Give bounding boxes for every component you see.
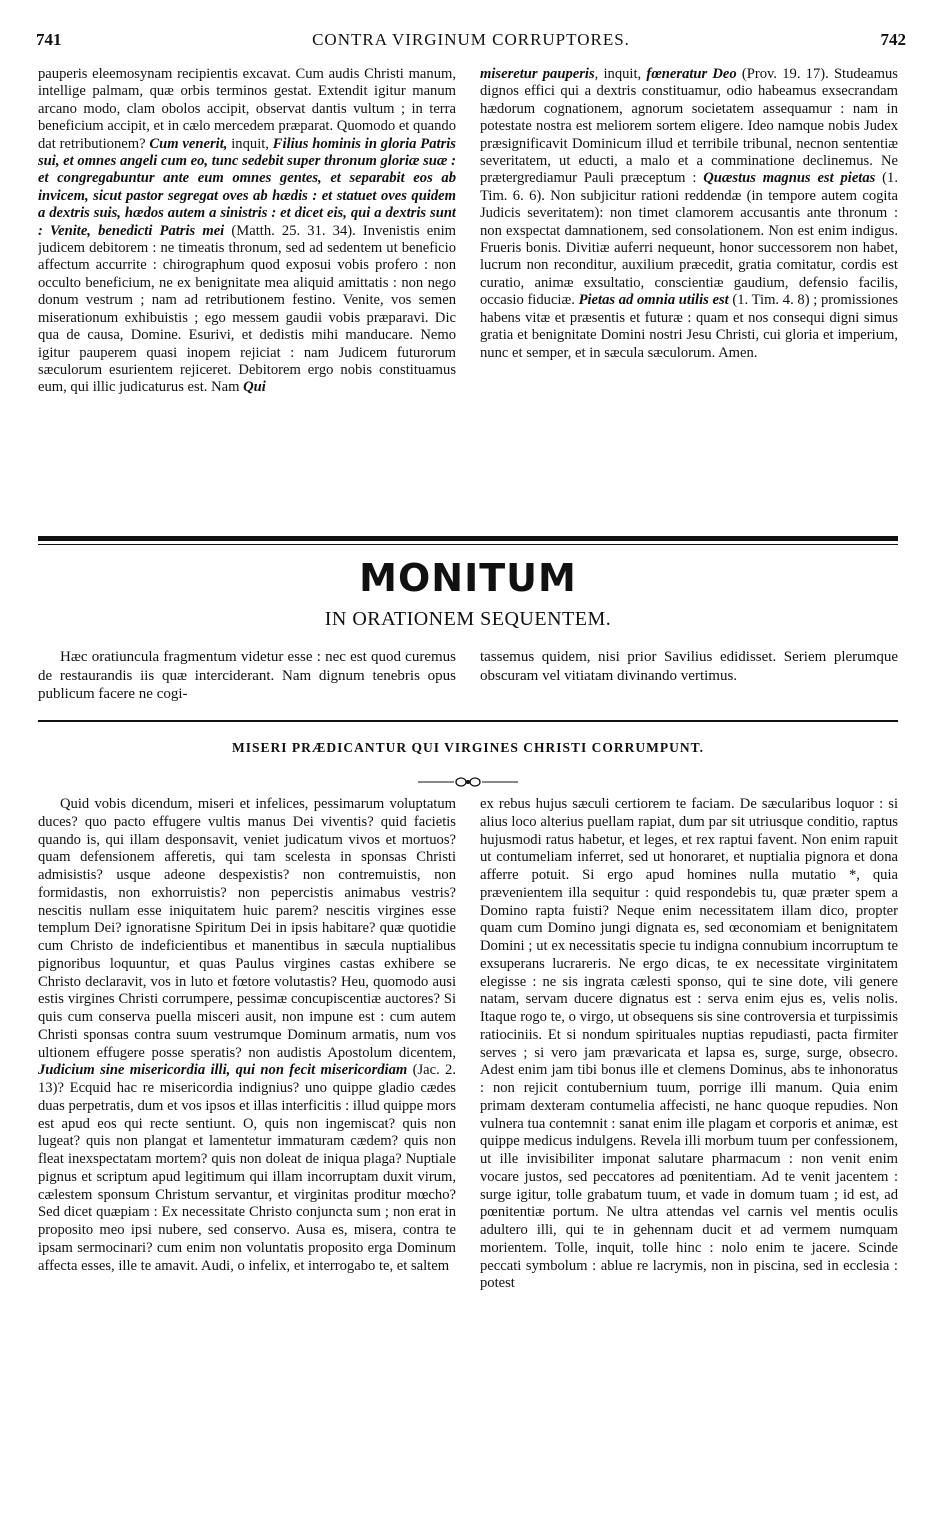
text-run: Quid vobis dicendum, miseri et infelices, pessimarum voluptatum duces? quo pacto effugere vultis manus Dei viventis? quid facietis quando is, qui illam desponsavit, veniet judicatum vivos et mortuos? quam defensionem afferetis, qui tam scelesta in sponsas Christi admisistis? usque adeone despexistis? non contremuistis, non formidastis, non exhorruistis? non pepercistis animabus vestris? nescitis nullam esse iniquitatem huic parem? nescitis virgines esse templum Dei? ignoratisne Spiritum Dei in ipsis habitare? quæ quotidie cum Christo de indeficientibus et manentibus in sæcula nuptialibus pignoribus loquuntur, et quas Paulus virgines castas exhibere se Christo declaravit, vos in luto et fœtore volutastis? Heu, quomodo ausi estis virgines Christi corrumpere, pessimæ concupiscentiæ auctores? Si quis cum conserva puella misceri ausit, non impune est : cum autem Christi sponsas contra suum vestrumque Dominum armatis, num vos ultionem effugere posse speratis? non audistis Apostolum dicentem, (38, 796, 456, 1061)
quote-run: Qui (243, 379, 266, 396)
section-divider-thick (38, 536, 898, 541)
quote-run: miseretur pauperis (480, 66, 595, 82)
main-left-column (38, 796, 456, 1526)
text-run: (Jac. 2. 13)? Ecquid hac re misericordia indignius? uno quippe gladio cædes duas perpetratis, dum et vos ipsos et illas interficitis : illud quippe mors est apud eos qui recte sentiunt. O, quis non ingemiscat? quis non lugeat? quis non plangat et lamentetur immaturam cædem? quis non fleat inexspectatam mortem? quis non doleat de iniqua plaga? Nuptiale pignus et scriptum apud legitimum qui illam incorruptam duxit virum, cælestem sponsum Christum servantur, et virginitas proditur mœcho? Sed dicet quæpiam : Ex necessitate Christo conjuncta sum ; non erat in proposito meo ipsi nubere, sed conservo. Ausa es, misera, contra te ipsam sermocinari? cum enim non voluntatis proposito erga Dominum affecta esses, ille te amavit. Audi, o infelix, et interrogabo te, et saltem (38, 1062, 456, 1274)
page-number-left: 741 (36, 30, 62, 49)
main-right-paragraph: ex rebus hujus sæculi certiorem te faciam. De sæcularibus loquor : si alius loco alterius puellam rapiat, dum par sit utriusque conditio, raptus hujusmodi ratus habetur, et leges, et rex raptui favent. Non enim rapuit ut contumeliam inferret, sed ut honoraret, et nuptialia pignora et dona afferre potuit. Si ergo apud homines nulla mutatio *, quia prævenientem illa sequitur : quid respondebis tu, quæ præter spem a Domino rapta fuisti? Neque enim necessitatem illam dico, propter quam cum Domino jungi dignata es, sed œconomiam et benignitatem Domini ; ut ex necessitatis specie tu indigna connubium incorruptum te exsuperans lucrareris. Ne ergo dicas, te ex necessitate virginitatem elegisse : ne sis ingrata cælesti sponso, qui te sine dote, vili genere natam, servam ducere dignatus est : serva enim ejus es, velis nolis. Itaque rogo te, o virgo, ut obsequens sis sine controversia et turpissimis ratiociniis. Et si nondum spirituales nuptias repudiasti, pacta firmiter serves ; si vero jam prævaricata et lapsa es, surge, surge, obsecro. Adest enim jam tibi bonus ille et clemens Dominus, abs te inhonoratus : non rejicit contubernium tuum, porrige illi manum. Quia enim primam dexteram contumelia affecisti, ne hanc quoque repudies. Non vulnera tua contemnit : sanat enim ille plagam et corporis et animæ, est quippe medicus indulgens. Revela illi morbum tuum per confessionem, ut ille invisibiliter imponat salutare pharmacum : non venit enim vocare justos, sed peccatores ad pœnitentiam. Ad te venit jacentem : surge igitur, tolle grabatum tuum, et vade in domum tuam ; id est, ad pœnitentiæ portum. Ne ultra attendas vel carnis vel mentis oculis adultero illi, qui te in gehennam ducit et ad vermem numquam morientem. Tolle, inquit, tolle hinc : nolo enim te jacere. Scinde peccati symbolum : ablue re lacrymis, non in piscina, sed in ecclesia : potest (480, 796, 898, 1292)
monitum-subtitle: IN ORATIONEM SEQUENTEM. (324, 608, 612, 630)
top-right-paragraph (480, 66, 898, 362)
monitum-left-text: Hæc oratiuncula fragmentum videtur esse : nec est quod curemus de restaurandis iis quæ interciderant. Nam dignum tenebris opus publicum facere ne cogi- (38, 649, 456, 702)
monitum-right-column (480, 648, 898, 708)
quote-run: Judicium sine misericordia illi, qui non fecit misericordiam (38, 1062, 408, 1079)
main-left-paragraph (38, 796, 456, 1275)
section-divider-thin (38, 544, 898, 545)
ornament-icon (418, 775, 518, 789)
monitum-title: MONITUM (359, 556, 577, 600)
quote-run: Cum venerit, (149, 135, 228, 152)
quote-run: Filius hominis in gloria Patris sui, et omnes angeli cum eo, tunc sedebit super thronum gloriæ suæ : et congregabuntur ante eum omnes gentes, et separabit eos ab invicem, sicut pastor segregat oves ab hædis : et statuet oves quidem a dextris suis, hædos autem a sinistris : et dicet eis, qui a dextris sunt : Venite, benedicti Patris mei (38, 135, 456, 239)
section-heading: MISERI PRÆDICANTUR QUI VIRGINES CHRISTI CORRUMPUNT. (231, 740, 705, 755)
monitum-right-text: tassemus quidem, nisi prior Savilius edidisset. Seriem plerumque obscuram vel vitiatam divinando vertimus. (480, 649, 898, 684)
text-run: inquit, (227, 135, 273, 152)
text-run: , inquit, (594, 66, 647, 82)
monitum-left-column (38, 648, 456, 708)
text-run: (Prov. 19. 17). Studeamus dignos effici qui a dextris constituamur, odio habeamus exsecrandam hædorum cognationem, agnorum societatem assequamur : nam in potestate nostra est meliorem sortem eligere. Ideo namque nobis Judex præsignificavit Dominicum illud et terribile tribunal, necnon sententiæ severitatem, ut educti, a malo et a comminatione declinemus. Ne prætergrediamur Pauli præceptum : (480, 66, 898, 187)
quote-run: Quæstus magnus est pietas (703, 170, 876, 187)
running-header (36, 30, 906, 54)
text-run: (Matth. 25. 31. 34). Invenistis enim judicem debitorem : ne timeatis thronum, sed ad sedentem ut beneficio affectum accurrite : chirographum quod exposui vobis profero : non occulto beneficium, ne ex benignitate mea aliquid amittatis : non nego donum vestrum ; nam ad retributionem festino. Venite, vos semen miserationum exhibuistis ; ego messem gaudii vobis præparavi. Dic qua de causa, Domine. Esurivi, et dedistis mihi manducare. Nemo igitur pauperem quasi inopem rejiciat : nam Judicem futurorum sæculorum esurientem rejiceret. Debitorem ergo nobis constituamus eum, qui illic judicaturus est. Nam (38, 222, 456, 396)
text-run: (1. Tim. 6. 6). Non subjicitur rationi reddendæ (in tempore autem cogita Judicis severitatem): non timet clamorem accusantis ante thronum : non exspectat damnationem, sed consolationem. Non est enim indigus. Frueris bonis. Divitiæ auferri nequeunt, honor successorem non habet, lucrum non reconditur, auxilium præcedit, gratia comitatur, cordis est curatio, animæ exsultatio, conscientiæ gaudium, defensio facilis, occasio fiduciæ. (480, 170, 898, 309)
quote-run: fœneratur Deo (646, 66, 737, 82)
top-right-column (480, 66, 898, 530)
quote-run: Pietas ad omnia utilis est (578, 292, 729, 309)
top-left-column (38, 66, 456, 530)
text-run: (1. Tim. 4. 8) ; promissiones habens vitæ et præsentis et futuræ : quam et nos consequi digni simus gratia et benignitate Domini nostri Jesu Christi, cui gloria et imperium, nunc et semper, et in sæcula sæculorum. Amen. (480, 292, 898, 361)
main-right-column (480, 796, 898, 1526)
monitum-divider (38, 720, 898, 722)
running-title: CONTRA VIRGINUM CORRUPTORES. (312, 30, 630, 49)
text-run: pauperis eleemosynam recipientis excavat. Cum audis Christi manum, intellige palmam, quæ orbis terminos gestat. Extendit igitur manum arcano modo, clam obolos accipit, observat dantis vultum ; in terra beneficium accipit, et in cælo mercedem præparat. Quomodo et quando dat retributionem? (38, 66, 456, 152)
top-left-paragraph (38, 66, 456, 397)
page-number-right: 742 (880, 30, 906, 49)
